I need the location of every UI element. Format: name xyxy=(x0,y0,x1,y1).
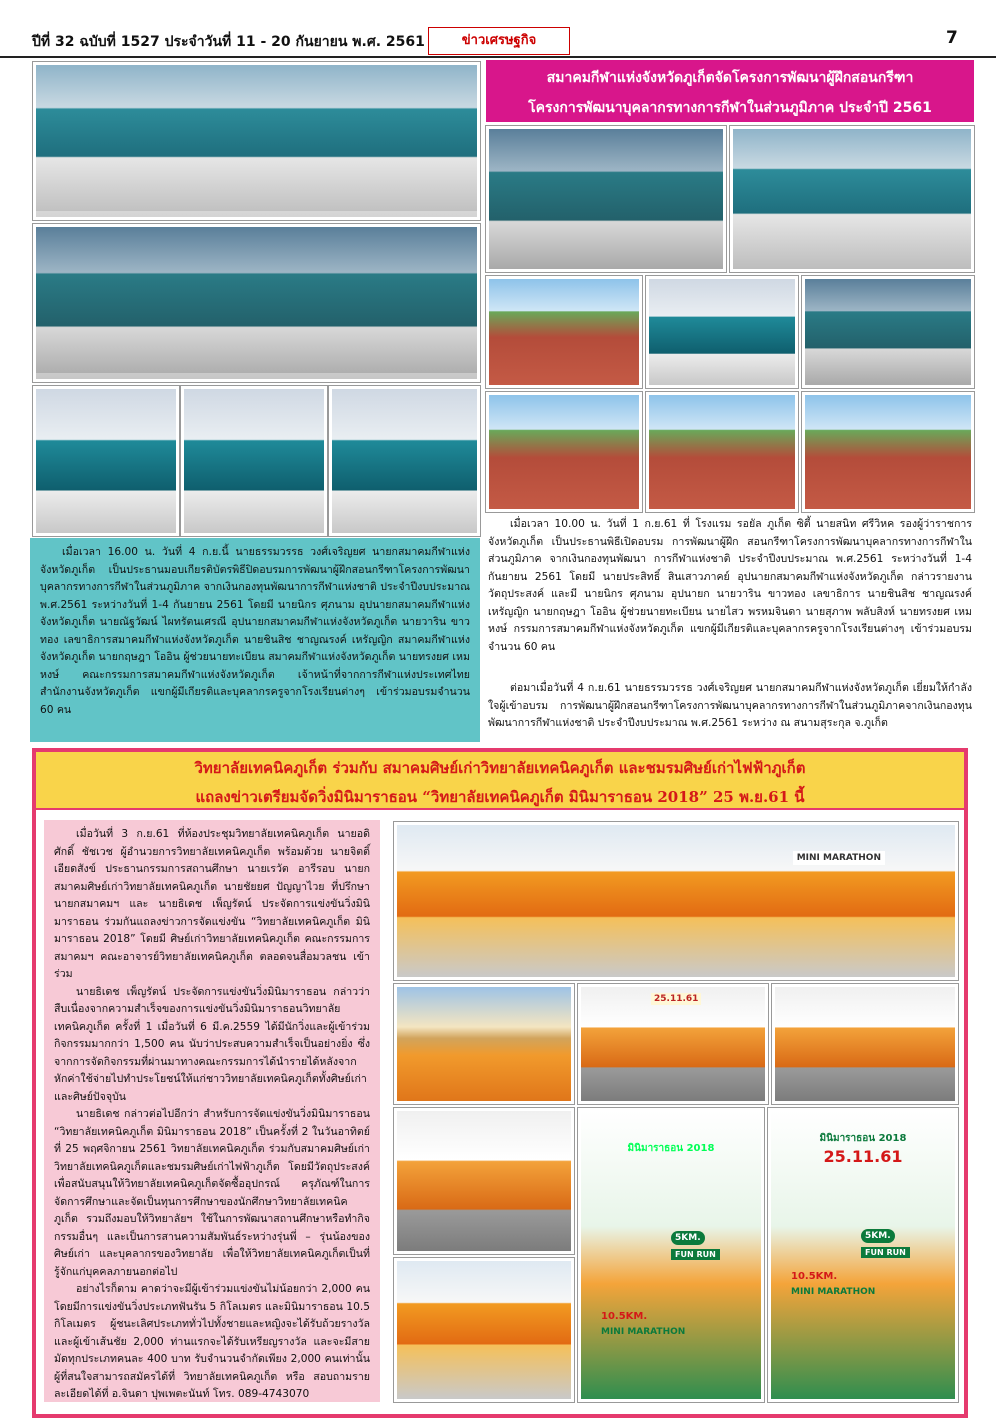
article1-title-line1: สมาคมกีฬาแห่งจังหวัดภูเก็ตจัดโครงการพัฒนาผู้ฝึกสอนกรีฑา xyxy=(546,70,914,86)
page-header xyxy=(0,0,996,58)
newspaper-logo xyxy=(428,27,570,55)
stretching-photo xyxy=(802,392,974,512)
article2-paragraph4: อย่างไรก็ตาม คาดว่าจะมีผู้เข้าร่วมแข่งขันไม่น้อยกว่า 2,000 คน โดยมีการแข่งขันวิ่งประเภทฟันรัน 5 กิโลเมตร และมินิมาราธอน 10.5 กิโลเมตร ผู้ชนะเลิศประเภททั่วไปทั้งชายและหญิงจะได้รับถ้วยรางวัล และผู้เข้าเส้นชัย 2,000 ท่านแรกจะได้รับเหรียญรางวัล และจะมีสายมัดทุกประเภทคนละ 400 บาท รับจำนวนจำกัดเพียง 2,000 คนเท่านั้น ผู้ที่สนใจสามารถสมัครได้ที่ วิทยาลัยเทคนิคภูเก็ต หรือ สอบถามรายละเอียดได้ที่ อ.จินดา ปุพเพตะนันท์ โทร. 089-4743070 xyxy=(54,1283,370,1400)
banner2-10km: 10.5KM. xyxy=(791,1271,838,1282)
track-photo-2 xyxy=(646,392,798,512)
article1-left-textbox xyxy=(30,538,480,742)
banner1-event: มินิมาราธอน 2018 xyxy=(627,1143,715,1154)
logo-text: ข่าวเศรษฐกิจ xyxy=(461,33,537,48)
press-table-photo xyxy=(578,984,768,1104)
group-photo-2 xyxy=(33,224,480,382)
banner2-5km: 5KM. xyxy=(861,1229,895,1243)
certificate-photo-1 xyxy=(33,386,179,536)
training-group-photo xyxy=(486,126,726,272)
article2-paragraph2: นายธิเดช เพ็ญรัตน์ ประจัดการแข่งขันวิ่งมินิมาราธอน กล่าวว่า สืบเนื่องจากความสำเร็จของการแข่งขันวิ่งมินิมาราธอนวิทยาลัยเทคนิคภูเก็ต ครั้งที่ 1 เมื่อวันที่ 6 มี.ค.2559 ได้มีนักวิ่งและผู้เข้าร่วมกิจกรรมมากกว่า 1,500 คน นับว่าประสบความสำเร็จเป็นอย่างยิ่ง ซึ่งจากการจัดกิจกรรมที่ผ่านมาทางคณะกรรมการได้นำรายได้หลังจากหักค่าใช้จ่ายไปทำประโยชน์ให้แก่ชาววิทยาลัยเทคนิคภูเก็ตทั้งศิษย์เก่าและศิษย์ปัจจุบัน xyxy=(54,985,370,1103)
banner2-date: 25.11.61 xyxy=(823,1147,903,1166)
article2-banner-line2: แถลงข่าวเตรียมจัดวิ่งมินิมาราธอน “วิทยาลัยเทคนิคภูเก็ต มินิมาราธอน 2018” 25 พ.ย.61 นี้ xyxy=(195,788,805,806)
article2-textbox xyxy=(44,820,380,1402)
track-officials-photo xyxy=(486,276,642,388)
article1-right-paragraph1: เมื่อเวลา 10.00 น. วันที่ 1 ก.ย.61 ที่ โรงแรม รอยัล ภูเก็ต ซิตี้ นายสนิท ศรีวิหค รองผู้ว่าราชการจังหวัดภูเก็ต เป็นประธานพิธีเปิดอบรม การพัฒนาผู้ฝึก สอนกรีฑาโครงการพัฒนาบุคลากรทางการกีฬาในส่วนภูมิภาค จากเงินกองทุนพัฒนา การกีฬาแห่งชาติ ประจำปีงบประมาณ พ.ศ.2561 ระหว่างวันที่ 1-4 กันยายน 2561 โดยมี นายประสิทธิ์ สินเสาวภาคย์ อุปนายกสมาคมกีฬาแห่งจังหวัดภูเก็ต กล่าวรายงานวัตถุประสงค์ และมี นายนิกร ศุภนาม อุปนายก นายวาริน ขาวทอง เลขาธิการ นายชินสิช ชาญณรงค์ เหรัญญิก นายกฤษฎา โออิน ผู้ช่วยนายทะเบียน นายไสว พรหมจินดา นายสุภาพ พลับสิงห์ นายทรงยศ เหมหงษ์ กรรมการสมาคมกีฬาแห่งจังหวัดภูเก็ต แขกผู้มีเกียรติและบุคลากรครูจากโรงเรียนต่างๆ เข้าร่วมอบรมจำนวน 60 คน xyxy=(488,518,972,653)
mini-marathon-sign: MINI MARATHON xyxy=(793,851,885,865)
event-date-sign: 25.11.61 xyxy=(651,993,701,1005)
group-photo-1 xyxy=(33,62,480,220)
meeting-room-photo xyxy=(394,1108,574,1254)
certificate-photo-2 xyxy=(181,386,327,536)
article1-title xyxy=(486,60,974,122)
classroom-photo xyxy=(646,276,798,388)
stadium-seating-photo xyxy=(802,276,974,388)
banner2-funrun: FUN RUN xyxy=(861,1247,910,1258)
banner1-5km: 5KM. xyxy=(671,1231,705,1245)
certificate-photo-3 xyxy=(329,386,480,536)
track-photo-1 xyxy=(486,392,642,512)
article2-banner xyxy=(36,752,964,810)
rollup-banner-1 xyxy=(578,1108,764,1402)
banner2-event: มินิมาราธอน 2018 xyxy=(819,1133,907,1144)
seated-group-photo xyxy=(394,1258,574,1402)
officials-photo xyxy=(730,126,974,272)
article2-paragraph3: นายธิเดช กล่าวต่อไปอีกว่า สำหรับการจัดแข่งขันวิ่งมินิมาราธอน “วิทยาลัยเทคนิคภูเก็ต มินิมาราธอน 2018” เป็นครั้งที่ 2 ในวันอาทิตย์ที่ 25 พฤศจิกายน 2561 วิทยาลัยเทคนิคภูเก็ต ร่วมกับสมาคมศิษย์เก่าวิทยาลัยเทคนิคภูเก็ตและชมรมศิษย์เก่าไฟฟ้าภูเก็ต โดยมีวัตถุประสงค์ เพื่อสนับสนุนให้วิทยาลัยเทคนิคภูเก็ตจัดซื้ออุปกรณ์ ครุภัณฑ์ในการจัดการศึกษาและจัดเป็นทุนการศึกษาของนักศึกษาวิทยาลัยเทคนิคภูเก็ต รวมถึงมอบให้วิทยาลัยฯ ใช้ในการพัฒนาสถานศึกษาหรือทำกิจกรรมอื่นๆ และเป็นการสานความสัมพันธ์ระหว่างรุ่นพี่ – รุ่นน้องของศิษย์เก่า และบุคลากรของวิทยาลัย เพื่อให้วิทยาลัยเทคนิคภูเก็ตเป็นที่รู้จักแก่บุคคลภายนอกต่อไป xyxy=(54,1108,370,1278)
marathon-group-photo xyxy=(394,822,958,980)
article1-right-paragraph2: ต่อมาเมื่อวันที่ 4 ก.ย.61 นายธรรมวรรธ วงศ์เจริญยศ นายกสมาคมกีฬาแห่งจังหวัดภูเก็ต เยี่ยมให้กำลังใจผู้เข้าอบรม การพัฒนาผู้ฝึกสอนกรีฑาโครงการพัฒนาบุคลากรทางการกีฬาในส่วนภูมิภาคจากเงินกองทุนพัฒนาการกีฬาแห่งชาติ ประจำปีงบประมาณ พ.ศ.2561 ระหว่าง ณ สนามสุระกุล จ.ภูเก็ต xyxy=(488,682,972,729)
issue-line: ปีที่ 32 ฉบับที่ 1527 ประจำวันที่ 11 - 20 กันยายน พ.ศ. 2561 xyxy=(32,34,425,50)
banner1-funrun: FUN RUN xyxy=(671,1249,720,1260)
page-number: 7 xyxy=(946,28,958,48)
article2-banner-line1: วิทยาลัยเทคนิคภูเก็ต ร่วมกับ สมาคมศิษย์เก่าวิทยาลัยเทคนิคภูเก็ต และชมรมศิษย์เก่าไฟฟ้าภูเก็ต xyxy=(194,759,806,777)
temple-group-photo xyxy=(394,984,574,1104)
article1-title-line2: โครงการพัฒนาบุคลากรทางการกีฬาในส่วนภูมิภาค ประจำปี 2561 xyxy=(528,100,932,116)
rollup-banner-2 xyxy=(768,1108,958,1402)
banner2-minimarathon: MINI MARATHON xyxy=(791,1287,876,1297)
banner1-10km: 10.5KM. xyxy=(601,1311,648,1322)
article2-paragraph1: เมื่อวันที่ 3 ก.ย.61 ที่ห้องประชุมวิทยาลัยเทคนิคภูเก็ต นายอดิศักดิ์ ชัชเวช ผู้อำนวยการวิทยาลัยเทคนิคภูเก็ต พร้อมด้วย นายจิตติ์ เอียดสังข์ ประธานกรรมการสถานศึกษา นายเรวัต อารีรอบ นายกสมาคมศิษย์เก่าวิทยาลัยเทคนิคภูเก็ต นายชัยยศ ปัญญาไวย ที่ปรึกษานายกสมาคมฯ และ นายธิเดช เพ็ญรัตน์ ประจัดการแข่งขันวิ่งมินิมาราธอน ร่วมกันแถลงข่าวการจัดแข่งขัน “วิทยาลัยเทคนิคภูเก็ต มินิมาราธอน 2018” โดยมี ศิษย์เก่าวิทยาลัยเทคนิคภูเก็ต คณะกรรมการสมาคมฯ คณะอาจารย์วิทยาลัยเทคนิคภูเก็ต ตลอดจนสื่อมวลชน เข้าร่วม xyxy=(54,828,370,980)
banner1-minimarathon: MINI MARATHON xyxy=(601,1327,686,1337)
article1-left-paragraph: เมื่อเวลา 16.00 น. วันที่ 4 ก.ย.นี้ นายธรรมวรรธ วงศ์เจริญยศ นายกสมาคมกีฬาแห่งจังหวัดภูเก็ต เป็นประธานมอบเกียรติบัตรพิธีปิดอบรมการพัฒนาผู้ฝึกสอนกรีฑาโครงการพัฒนาบุคลากรทางการกีฬาในส่วนภูมิภาค จากเงินกองทุนพัฒนาการกีฬาแห่งชาติ ประจำปีงบประมาณ พ.ศ.2561 ระหว่างวันที่ 1-4 กันยายน 2561 โดยมี นายนิกร ศุภนาม อุปนายกสมาคมกีฬาแห่งจังหวัดภูเก็ต นายณัฐวัฒน์ ไผทรัตนเศรณี อุปนายกสมาคมกีฬาแห่งจังหวัดภูเก็ต นายวาริน ขาวทอง เลขาธิการสมาคมกีฬาแห่งจังหวัดภูเก็ต นายชินสิช ชาญณรงค์ เหรัญญิก สมาคมกีฬาแห่งจังหวัดภูเก็ต นายกฤษฎา โออิน ผู้ช่วยนายทะเบียน สมาคมกีฬาแห่งจังหวัดภูเก็ต นายทรงยศ เหมหงษ์ คณะกรรมการสมาคมกีฬาแห่งจังหวัดภูเก็ต เจ้าหน้าที่จากการกีฬาแห่งประเทศไทย สำนักงานจังหวัดภูเก็ต แขกผู้มีเกียรติและบุคลากรครูจากโรงเรียนต่างๆ เข้าร่วมอบรมจำนวน 60 คน xyxy=(40,546,470,716)
attendees-photo xyxy=(772,984,958,1104)
